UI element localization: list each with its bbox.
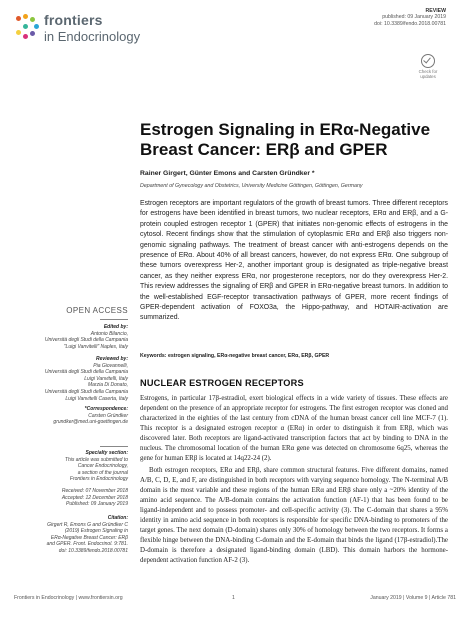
logo-dot xyxy=(16,30,21,35)
article-type: REVIEW xyxy=(425,8,446,14)
reviewer-name: Marzia Di Donato, xyxy=(87,382,128,389)
body-paragraph: Estrogens, in particular 17β-estradiol, exert biological effects in a wide variety of tissues. These effects are dependent on the presence of an appropriate receptor for estrogens. The first estrogen receptor was cloned and characterized in the eighties of the last century from cDNA of the human breast cancer cell line MCF-7 (1). This receptor is a designated estrogen receptor α (ERα) in order to distinguish it from ERβ, which was discovered later. Both receptors are ligand-activated transcription factors that act by binding to DNA in the nucleus. The chromosomal location of the human ERα gene was detected on chromosome 6q25, whereas the gene for human ERβ is located at 14q22-24 (2). xyxy=(140,395,448,462)
article-title: Estrogen Signaling in ERα-Negative Breast Cancer: ERβ and GPER xyxy=(140,120,431,159)
reviewer-affiliation: Università degli Studi della Campania xyxy=(44,388,128,395)
editor-affiliation: "Luigi Vanvitelli" Naples, Italy xyxy=(63,343,128,350)
specialty-label: Specialty section: xyxy=(85,450,128,456)
edited-by-label: Edited by: xyxy=(103,324,128,330)
correspondence-label: *Correspondence: xyxy=(84,406,128,412)
specialty-line: Cancer Endocrinology, xyxy=(77,463,128,470)
logo-dot xyxy=(30,17,35,22)
footer-volume: January 2019 | Volume 9 | Article 781 xyxy=(370,595,456,601)
corresponding-author: Carsten Gründker xyxy=(88,412,128,419)
check-for-updates-label: Check for updates xyxy=(418,69,438,79)
logo-dot xyxy=(30,31,35,36)
page-number: 1 xyxy=(232,595,235,601)
logo-dot xyxy=(23,24,28,29)
accepted-date: Accepted: 12 December 2018 xyxy=(61,494,128,501)
correspondence-block xyxy=(20,406,128,426)
open-access-label: OPEN ACCESS xyxy=(66,306,128,315)
citation-block xyxy=(20,515,128,555)
edited-by-block xyxy=(20,324,128,350)
logo-dot xyxy=(23,34,28,39)
reviewer-affiliation: Università degli Studi della Campania xyxy=(44,369,128,376)
journal-logo xyxy=(14,12,164,52)
editor-name: Antonio Bilancio, xyxy=(90,330,128,337)
specialty-line: a section of the journal xyxy=(77,469,128,476)
sidebar-divider xyxy=(100,446,128,447)
check-for-updates-button[interactable] xyxy=(418,54,438,79)
specialty-block xyxy=(20,450,128,483)
abstract: Estrogen receptors are important regulators of the growth of breast tumors. Three different receptors for estrogens have been identified in breast tumors, two nuclear receptors, ERα and ERβ, and a G-protein coupled estrogen receptor 1 (GPER) that initiates non-genomic effects of estrogens in the cytosol. Recent findings show that the stimulation of cytoplasmic ERα and ERβ also triggers non-genomic signaling pathways. The treatment of breast cancer with anti-estrogens depends on the presence of ERα. About 40% of all breast cancers, however, do not express ERα. One subgroup of these tumors overexpress Her-2, another important group is designated as triple-negative breast cancer, as they neither express ERα, nor progesterone receptors, nor do they overexpress Her-2. This review addresses the signaling of ERβ and GPER in ERα-negative breast tumors. In addition to the well-established EGF-receptor transactivation pathways of GPER, more recent findings of GPER-dependent activation of FOXO3a, the Hippo-pathway, and HOTAIR-activation are summarized. xyxy=(140,200,448,322)
citation-doi[interactable]: doi: 10.3389/fendo.2018.00781 xyxy=(58,547,128,554)
specialty-line: Frontiers in Endocrinology xyxy=(69,476,128,483)
section-heading: NUCLEAR ESTROGEN RECEPTORS xyxy=(140,378,304,388)
reviewed-by-block xyxy=(20,356,128,402)
published-date: published: 09 January 2019 xyxy=(382,14,446,21)
footer-journal[interactable]: Frontiers in Endocrinology | www.frontiersin.org xyxy=(14,595,123,601)
keywords xyxy=(140,353,448,359)
affiliation: Department of Gynecology and Obstetrics, University Medicine Göttingen, Göttingen, Germany xyxy=(140,183,363,189)
logo-dot xyxy=(23,14,28,19)
body-paragraph: Both estrogen receptors, ERα and ERβ, share common structural features. Five different domains, named A/B, C, D, E, and F, are distinguished in both receptors with varying sequence homology. The N-terminal A/B domain is the most variable and these regions of the human ERα and ERβ share only a ~20% identity of the amino acid sequence. The A/B-domain contains the activation function (AF-1) that has been found to be ligand-independent and to possess promoter- and cell-specific activity (3). The C-domain that shares a 95% identity in amino acid sequence in both receptors is responsible for specific DNA-binding to promoters of the target genes. The next domain (D-domain) shares only 30% of homology between the two receptors. It forms a flexible hinge between the DNA-binding C-domain and the E-domain that binds the ligand (17β-estradiol).The D-domain is therefore a designated ligand-binding domain (LBD). This domain harbors the hormone-dependent activation function AF-2 (3). xyxy=(140,467,448,564)
author-list[interactable]: Rainer Girgert, Günter Emons and Carsten Gründker * xyxy=(140,170,315,177)
citation-label: Citation: xyxy=(107,515,128,521)
journal-name-line2: in Endocrinology xyxy=(44,29,141,44)
reviewer-name: Pia Giovannelli, xyxy=(93,362,128,369)
reviewed-by-label: Reviewed by: xyxy=(96,356,128,362)
editor-affiliation: Università degli Studi della Campania xyxy=(44,337,128,344)
frontiers-logo-icon xyxy=(14,14,40,40)
published-date-side: Published: 09 January 2019 xyxy=(66,501,128,508)
doi-link[interactable]: doi: 10.3389/fendo.2018.00781 xyxy=(374,20,446,27)
reviewer-affiliation: Luigi Vanvitelli, Italy xyxy=(84,375,128,382)
dates-block xyxy=(20,488,128,508)
logo-dot xyxy=(16,16,21,21)
journal-name-line1: frontiers xyxy=(44,12,103,28)
check-circle-icon xyxy=(421,54,435,68)
keywords-list: estrogen signaling, ERα-negative breast cancer, ERα, ERβ, GPER xyxy=(167,353,330,359)
sidebar-divider xyxy=(100,319,128,320)
citation-line: ERα-Negative Breast Cancer: ERβ xyxy=(50,534,128,541)
reviewer-affiliation: Luigi Vanvitelli Caserta, Italy xyxy=(65,395,128,402)
article-meta xyxy=(374,8,446,27)
corresponding-email[interactable]: grundker@med.uni-goettingen.de xyxy=(53,419,128,426)
citation-line: and GPER. Front. Endocrinol. 9:781. xyxy=(46,541,128,548)
citation-line: Girgert R, Emons G and Gründker C xyxy=(47,521,128,528)
citation-line: (2019) Estrogen Signaling in xyxy=(64,528,128,535)
received-date: Received: 07 November 2018 xyxy=(61,488,128,494)
specialty-line: This article was submitted to xyxy=(64,456,128,463)
keywords-label: Keywords: xyxy=(140,353,167,359)
logo-dot xyxy=(34,24,39,29)
